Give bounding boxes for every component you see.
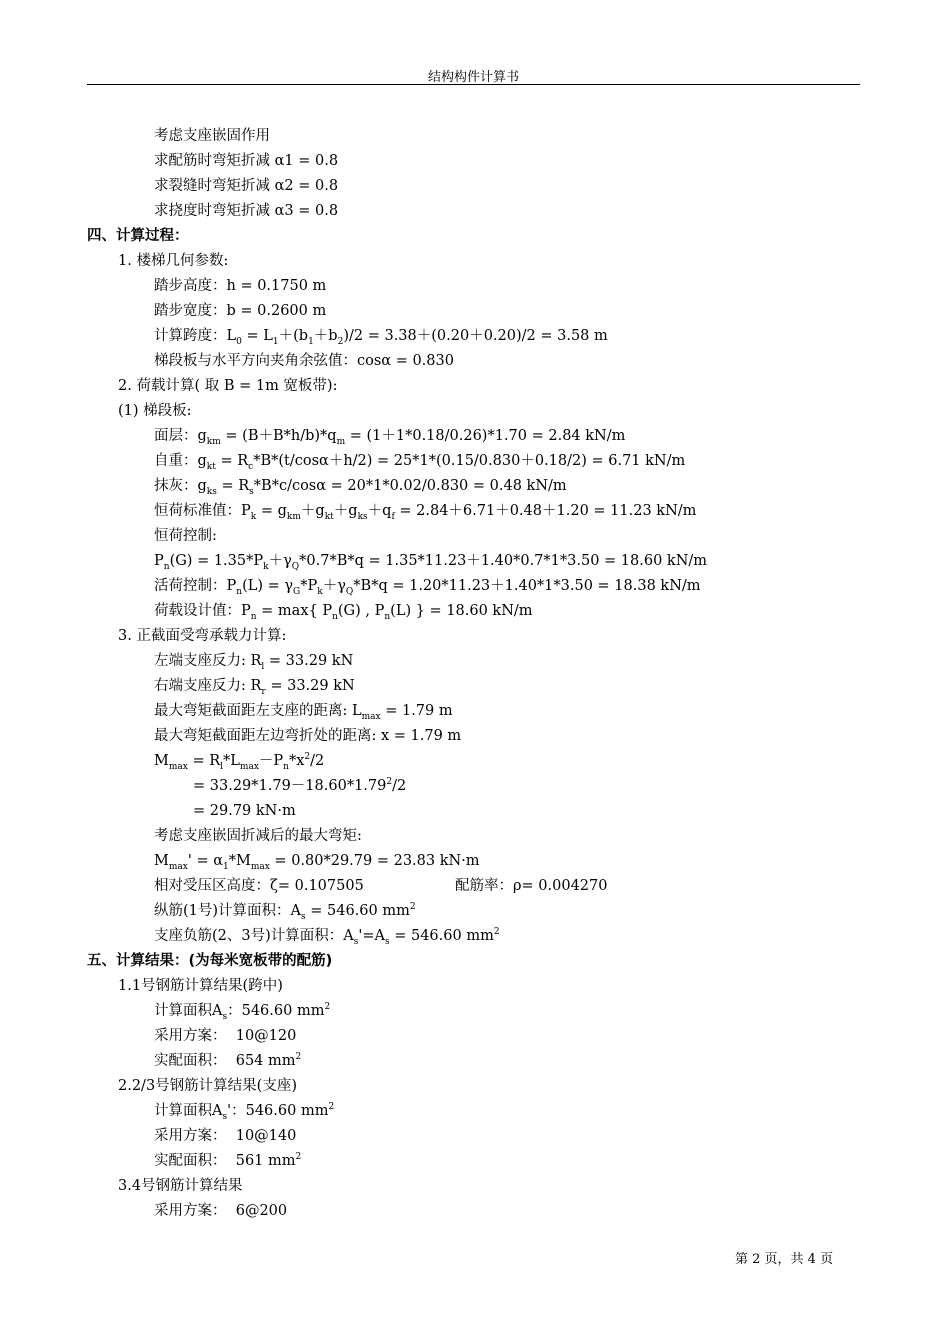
text-line: 踏步高度：h = 0.1750 m bbox=[154, 278, 327, 294]
subsection-title: 1. 楼梯几何参数: bbox=[118, 253, 229, 269]
subsection-title: 2.2/3号钢筋计算结果(支座) bbox=[118, 1078, 297, 1094]
subsection-title: 3. 正截面受弯承载力计算: bbox=[118, 628, 287, 644]
formula-line: 支座负筋(2、3号)计算面积：$A_s'=A_s = 546.60$ $mm^2$ bbox=[154, 927, 500, 947]
text-line: 最大弯矩截面距左边弯折处的距离: x = 1.79 m bbox=[154, 728, 462, 744]
formula-line: 自重：$g_{kt} = R_c*B*(t/\cos\alpha+h/2) = 25*1*(0.15/0.830+0.18/2) = 6.71$ kN/m bbox=[154, 453, 686, 472]
text-line: 梯段板与水平方向夹角余弦值：cosα = 0.830 bbox=[154, 353, 454, 369]
page-header: 结构构件计算书 bbox=[427, 70, 519, 85]
formula-line: 恒荷标准值：$P_k = g_{km}+g_{kt}+g_{ks}+q_f = 2.84+6.71+0.48+1.20 = 11.23$ kN/m bbox=[154, 503, 697, 522]
section-heading: 四、计算过程： bbox=[87, 228, 189, 244]
formula-line: 实配面积： 561 $mm^2$ bbox=[154, 1152, 302, 1169]
formula-line: 面层：$g_{km} = (B+B*h/b)*q_m = (1+1*0.18/0.26)*1.70 = 2.84$ kN/m bbox=[154, 428, 626, 447]
formula-line: 最大弯矩截面距左支座的距离: $L_{max} = 1.79$ m bbox=[154, 703, 453, 722]
text-line: 相对受压区高度：ζ= 0.107505 bbox=[154, 878, 364, 894]
text-line: 采用方案： 10@140 bbox=[154, 1128, 297, 1144]
formula-line: $M_{max} = R_l*L_{max}-P_n*x^2/2$ bbox=[154, 752, 325, 772]
subsection-title: 2. 荷载计算( 取 B = 1m 宽板带): bbox=[118, 378, 338, 394]
formula-line: 实配面积： 654 $mm^2$ bbox=[154, 1052, 302, 1069]
formula-line: 计算面积$A_s$：546.60 $mm^2$ bbox=[154, 1002, 331, 1022]
formula-line: 活荷控制：$P_n(L) = \gamma_G*P_k+\gamma_Q*B*q = 1.20*11.23+1.40*1*3.50 = 18.38$ kN/m bbox=[154, 578, 701, 597]
formula-line: 计算跨度：$L_0 = L_1+(b_1+b_2)/2 = 3.38+(0.20+0.20)/2 = 3.58$ m bbox=[154, 328, 608, 347]
text-line: 采用方案： 6@200 bbox=[154, 1203, 288, 1219]
section-heading: 五、计算结果：(为每米宽板带的配筋) bbox=[87, 953, 333, 969]
formula-line: 纵筋(1号)计算面积：$A_s = 546.60$ $mm^2$ bbox=[154, 902, 416, 922]
formula-line: 抹灰：$g_{ks} = R_s*B*c/\cos\alpha = 20*1*0.02/0.830 = 0.48$ kN/m bbox=[154, 478, 567, 497]
formula-line: $M_{max}' = \alpha_1*M_{max} = 0.80*29.79 = 23.83$ kN·m bbox=[154, 853, 480, 872]
formula-line: $P_n(G) = 1.35*P_k+\gamma_Q*0.7*B*q = 1.35*11.23+1.40*0.7*1*3.50 = 18.60$ kN/m bbox=[154, 553, 708, 572]
formula-line: 计算面积$A_s'$：546.60 $mm^2$ bbox=[154, 1102, 335, 1122]
text-line: 踏步宽度：b = 0.2600 m bbox=[154, 303, 327, 319]
subsection-title: (1) 梯段板: bbox=[118, 403, 192, 419]
text-line: 求挠度时弯矩折减 α3 = 0.8 bbox=[154, 203, 339, 219]
formula-line: 左端支座反力: $R_l = 33.29$ kN bbox=[154, 653, 354, 672]
formula-line: = 29.79 kN·m bbox=[193, 803, 296, 819]
text-line: 求裂缝时弯矩折减 α2 = 0.8 bbox=[154, 178, 339, 194]
text-line: 考虑支座嵌固折减后的最大弯矩: bbox=[154, 828, 362, 844]
page-footer: 第 2 页，共 4 页 bbox=[735, 1252, 834, 1267]
formula-line: = $33.29*1.79-18.60*1.79^2/2$ bbox=[193, 777, 407, 794]
formula-line: 右端支座反力: $R_r = 33.29$ kN bbox=[154, 678, 355, 697]
formula-line: 荷载设计值：$P_n = \max${ $P_n(G)$ , $P_n(L)$ } = 18.60 kN/m bbox=[154, 603, 533, 622]
subsection-title: 1.1号钢筋计算结果(跨中) bbox=[118, 978, 283, 994]
text-line: 考虑支座嵌固作用 bbox=[154, 128, 270, 144]
text-line: 配筋率：ρ= 0.004270 bbox=[455, 878, 608, 894]
text-line: 求配筋时弯矩折减 α1 = 0.8 bbox=[154, 153, 339, 169]
text-line: 恒荷控制: bbox=[154, 528, 217, 544]
header-rule bbox=[87, 84, 860, 85]
subsection-title: 3.4号钢筋计算结果 bbox=[118, 1178, 243, 1194]
text-line: 采用方案： 10@120 bbox=[154, 1028, 297, 1044]
